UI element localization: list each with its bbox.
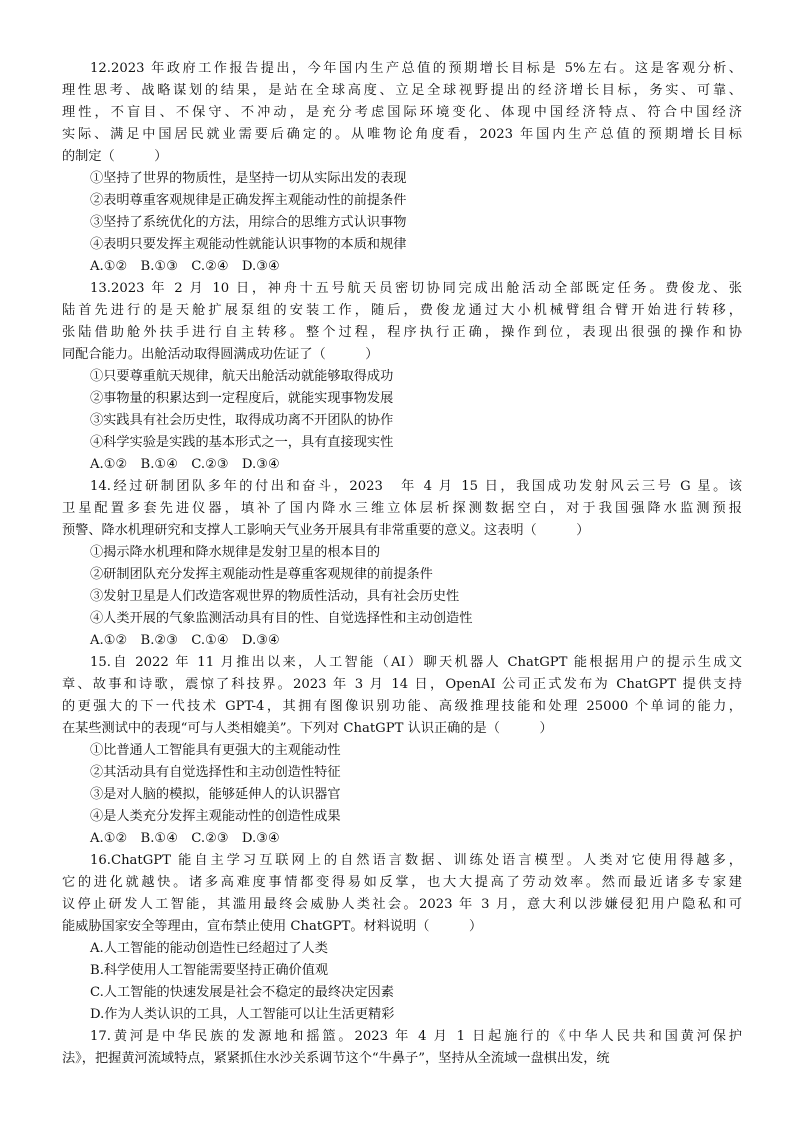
question-list — [62, 58, 742, 1070]
question-stem-line: 在某些测试中的表现“可与人类相媲美”。下列对 ChatGPT 认识正确的是（ ） — [62, 721, 553, 736]
option-item: ①坚持了世界的物质性，是坚持一切从实际出发的表现 — [90, 171, 407, 186]
option-item: ④是人类充分发挥主观能动性的创造性成果 — [90, 809, 341, 824]
option-item: ④人类开展的气象监测活动具有目的性、自觉选择性和主动创造性 — [90, 611, 473, 626]
question-stem-line: 同配合能力。出舱活动取得圆满成功佐证了（ ） — [62, 347, 379, 362]
question-stem-line: 理性思考、战略谋划的结果，是站在全球高度、立足全球视野提出的经济增长目标，务实、可靠、 — [62, 83, 742, 98]
question-13 — [62, 278, 742, 476]
question-stem-line: 张陆借助舱外扶手进行自主转移。整个过程，程序执行正确，操作到位，表现出很强的操作和协 — [62, 325, 742, 340]
option-item: ③是对人脑的模拟，能够延伸人的认识器官 — [90, 787, 341, 802]
question-17 — [62, 1026, 742, 1070]
question-stem-line: 能威胁国家安全等理由，宣布禁止使用 ChatGPT。材料说明（ ） — [62, 919, 483, 934]
question-stem-line: 法》，把握黄河流域特点，紧紧抓住水沙关系调节这个“牛鼻子”，坚持从全流域一盘棋出发，统 — [62, 1051, 610, 1066]
answer-choices: A.①② B.①③ C.②④ D.③④ — [90, 259, 280, 274]
answer-choices: A.①② B.①④ C.②③ D.③④ — [90, 831, 280, 846]
option-item: ①只要尊重航天规律，航天出舱活动就能够取得成功 — [90, 369, 394, 384]
option-item: ④科学实验是实践的基本形式之一，具有直接现实性 — [90, 435, 394, 450]
answer-choices: A.①② B.②③ C.①④ D.③④ — [90, 633, 280, 648]
question-stem-line: 12.2023 年政府工作报告提出，今年国内生产总值的预期增长目标是 5%左右。这是客观分析、 — [90, 61, 742, 76]
option-item: ②研制团队充分发挥主观能动性是尊重客观规律的前提条件 — [90, 567, 433, 582]
question-stem-line: 的制定（ ） — [62, 149, 168, 164]
question-stem-line: 15.自 2022 年 11 月推出以来，人工智能（AI）聊天机器人 ChatGPT 能根据用户的提示生成文 — [90, 655, 742, 670]
option-item: ①揭示降水机理和降水规律是发射卫星的根本目的 — [90, 545, 381, 560]
question-stem-line: 陆首先进行的是天舱扩展泵组的安装工作，随后，费俊龙通过大小机械臂组合臂开始进行转移， — [62, 303, 742, 318]
question-stem-line: 13.2023 年 2 月 10 日，神舟十五号航天员密切协同完成出舱活动全部既定任务。费俊龙、张 — [90, 281, 742, 296]
question-12 — [62, 58, 742, 278]
question-stem-line: 预警、降水机理研究和支撑人工影响天气业务开展具有非常重要的意义。这表明（ ） — [62, 523, 590, 538]
option-item: A.人工智能的能动创造性已经超过了人类 — [90, 941, 328, 956]
option-item: ③发射卫星是人们改造客观世界的物质性活动，具有社会历史性 — [90, 589, 460, 604]
question-stem-line: 17.黄河是中华民族的发源地和摇篮。2023 年 4 月 1 日起施行的《中华人民共和国黄河保护 — [90, 1029, 742, 1044]
question-stem-line: 章、故事和诗歌，震惊了科技界。2023 年 3 月 14 日，OpenAI 公司正式发布为 ChatGPT 提供支持 — [62, 677, 742, 692]
question-stem-line: 议停止研发人工智能，其滥用最终会威胁人类社会。2023 年 3 月，意大利以涉嫌侵犯用户隐私和可 — [62, 897, 742, 912]
question-stem-line: 14.经过研制团队多年的付出和奋斗，2023 年 4 月 15 日，我国成功发射风云三号 G 星。该 — [90, 479, 742, 494]
option-item: ④表明只要发挥主观能动性就能认识事物的本质和规律 — [90, 237, 407, 252]
option-item: ②事物量的积累达到一定程度后，就能实现事物发展 — [90, 391, 394, 406]
option-item: ③实践具有社会历史性，取得成功离不开团队的协作 — [90, 413, 394, 428]
option-item: C.人工智能的快速发展是社会不稳定的最终决定因素 — [90, 985, 394, 1000]
answer-choices: A.①② B.①④ C.②③ D.③④ — [90, 457, 280, 472]
question-stem-line: 的更强大的下一代技术 GPT-4，其拥有图像识别功能、高级推理技能和处理 25000 个单词的能力， — [62, 699, 742, 714]
question-14 — [62, 476, 742, 652]
question-stem-line: 它的进化就越快。诸多高难度事情都变得易如反掌，也大大提高了劳动效率。然而最近诸多专家建 — [62, 875, 742, 890]
question-15 — [62, 652, 742, 850]
option-item: ③坚持了系统优化的方法，用综合的思维方式认识事物 — [90, 215, 407, 230]
question-stem-line: 实际、满足中国居民就业需要后确定的。从唯物论角度看，2023 年国内生产总值的预期增长目标 — [62, 127, 742, 142]
option-item: ②其活动具有自觉选择性和主动创造性特征 — [90, 765, 341, 780]
question-stem-line: 卫星配置多套先进仪器，填补了国内降水三维立体层析探测数据空白，对于我国强降水监测预报 — [62, 501, 742, 516]
question-stem-line: 理性，不盲目、不保守、不冲动，是充分考虑国际环境变化、体现中国经济特点、符合中国经济 — [62, 105, 742, 120]
question-stem-line: 16.ChatGPT 能自主学习互联网上的自然语言数据、训练处语言模型。人类对它使用得越多， — [90, 853, 742, 868]
option-item: D.作为人类认识的工具，人工智能可以让生活更精彩 — [90, 1007, 395, 1022]
option-item: ②表明尊重客观规律是正确发挥主观能动性的前提条件 — [90, 193, 407, 208]
option-item: ①比普通人工智能具有更强大的主观能动性 — [90, 743, 341, 758]
question-16 — [62, 850, 742, 1026]
option-item: B.科学使用人工智能需要坚持正确价值观 — [90, 963, 329, 978]
